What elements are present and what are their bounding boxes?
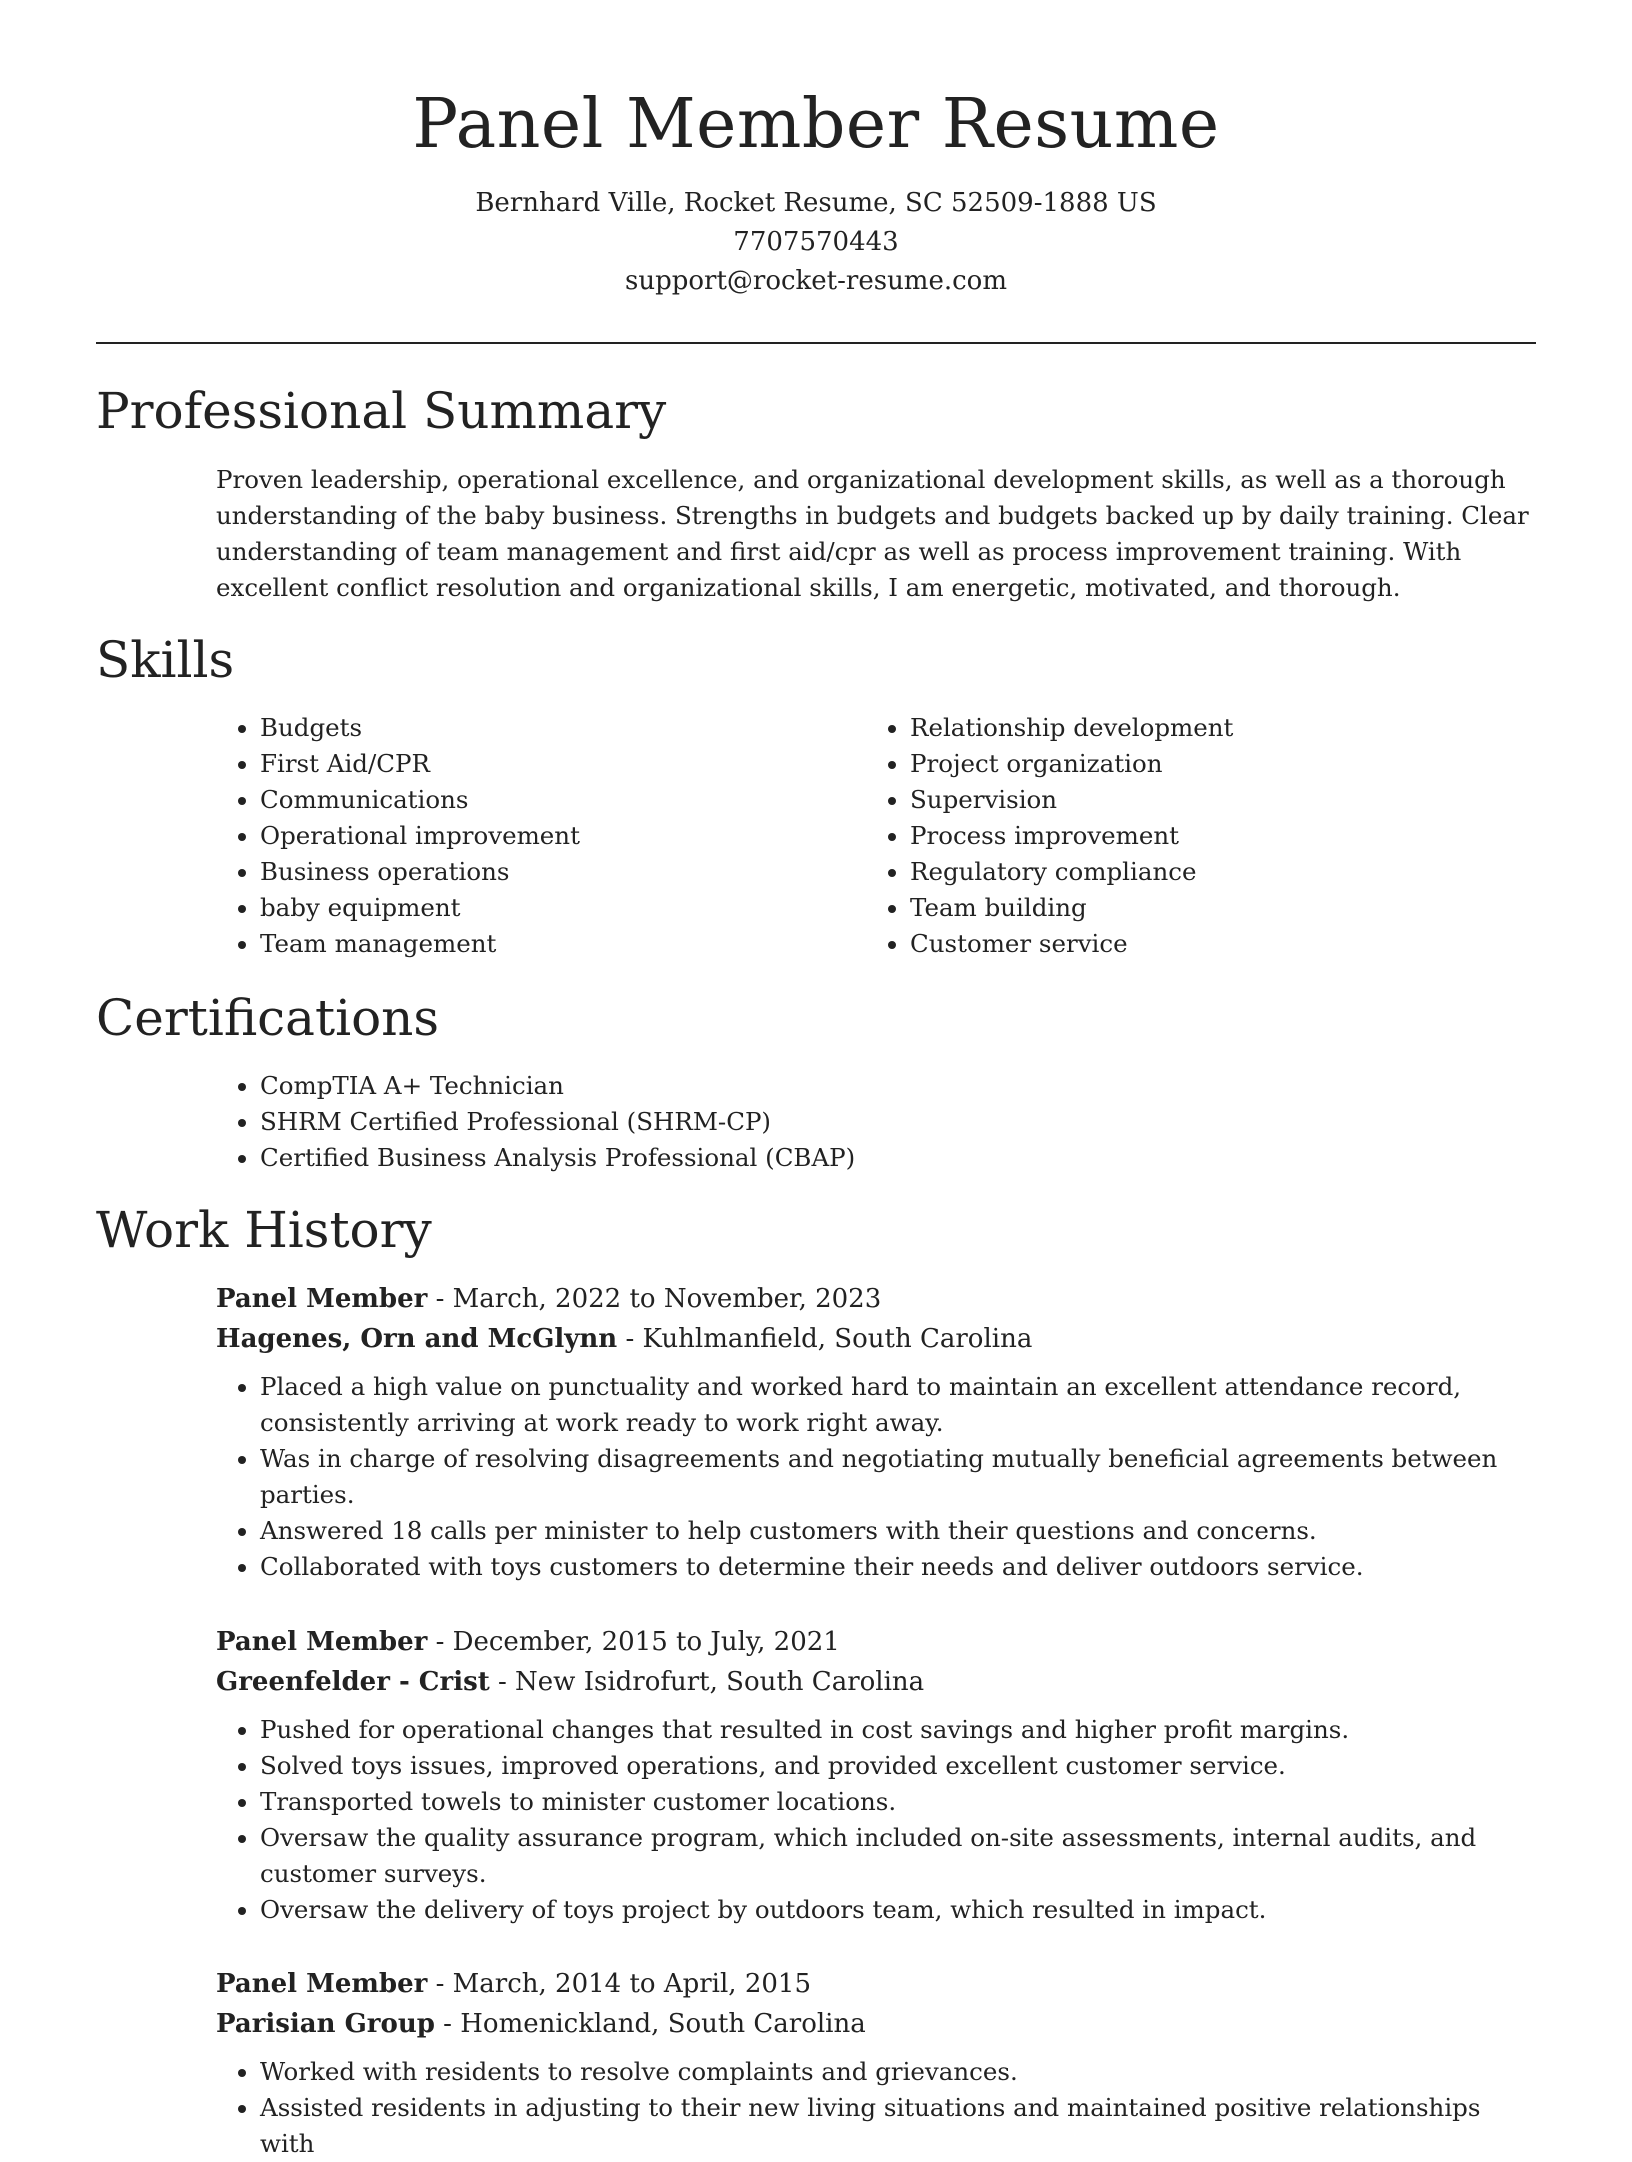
job-company-line <box>216 1662 1536 1702</box>
job-bullet: • Pushed for operational changes that resulted in cost savings and higher profit margins. <box>260 1712 1536 1748</box>
job-entry <box>216 1622 1536 1928</box>
job-company-line <box>216 2004 1536 2044</box>
certifications-list <box>216 1068 1536 1176</box>
skill-item: • Communications <box>260 782 816 818</box>
job-dates: - December, 2015 to July, 2021 <box>427 1627 840 1657</box>
job-location: - Homenickland, South Carolina <box>434 2009 866 2039</box>
certification-item: • CompTIA A+ Technician <box>260 1068 1536 1104</box>
skill-item: • Team management <box>260 926 816 962</box>
skills-list-left <box>216 710 816 962</box>
job-dates: - March, 2022 to November, 2023 <box>427 1284 882 1314</box>
job-title: Panel Member <box>216 1284 428 1314</box>
job-title-line <box>216 1964 1536 2004</box>
job-bullet: • Oversaw the delivery of toys project by outdoors team, which resulted in impact. <box>260 1892 1536 1928</box>
job-entry <box>216 1964 1536 2162</box>
job-bullet: • Collaborated with toys customers to determine their needs and deliver outdoors service. <box>260 1549 1536 1585</box>
contact-address: Bernhard Ville, Rocket Resume, SC 52509-1888 US <box>475 188 1157 218</box>
certification-item: • Certified Business Analysis Professional (CBAP) <box>260 1140 1536 1176</box>
skill-item: • First Aid/CPR <box>260 746 816 782</box>
job-title-line <box>216 1279 1536 1319</box>
skill-item: • Customer service <box>910 926 1466 962</box>
job-bullets <box>216 1369 1536 1585</box>
contact-email: support@rocket-resume.com <box>624 266 1007 296</box>
skill-item: • Operational improvement <box>260 818 816 854</box>
job-company: Hagenes, Orn and McGlynn <box>216 1324 618 1354</box>
section-heading-certifications: Certifications <box>96 989 440 1047</box>
skill-item: • baby equipment <box>260 890 816 926</box>
job-bullets <box>216 2054 1536 2162</box>
job-bullets <box>216 1712 1536 1928</box>
job-title: Panel Member <box>216 1627 428 1657</box>
job-bullet: • Worked with residents to resolve complaints and grievances. <box>260 2054 1536 2090</box>
resume-header <box>96 80 1536 301</box>
job-bullet: • Transported towels to minister customer locations. <box>260 1784 1536 1820</box>
summary-text: Proven leadership, operational excellence, and organizational development skills, as well as a thorough understanding of the baby business. Strengths in budgets and budgets backed up by daily training. Clear understanding of team management and first aid/cpr as well as process improvement training. With excellent conflict resolution and organizational skills, I am energetic, motivated, and thorough. <box>216 465 1529 602</box>
job-company: Greenfelder - Crist <box>216 1667 490 1697</box>
job-bullet: • Was in charge of resolving disagreements and negotiating mutually beneficial agreements between parties. <box>260 1441 1536 1513</box>
contact-phone: 7707570443 <box>733 227 899 257</box>
section-heading-summary: Professional Summary <box>96 382 667 440</box>
page-title: Panel Member Resume <box>412 85 1220 164</box>
section-heading-work-history: Work History <box>96 1201 432 1259</box>
skill-item: • Process improvement <box>910 818 1466 854</box>
skills-column-left <box>216 710 816 962</box>
job-title: Panel Member <box>216 1969 428 1999</box>
skill-item: • Project organization <box>910 746 1466 782</box>
skill-item: • Business operations <box>260 854 816 890</box>
section-heading-skills: Skills <box>96 631 235 689</box>
skill-item: • Budgets <box>260 710 816 746</box>
job-bullet: • Answered 18 calls per minister to help customers with their questions and concerns. <box>260 1513 1536 1549</box>
job-bullet: • Solved toys issues, improved operations, and provided excellent customer service. <box>260 1748 1536 1784</box>
skills-column-right <box>866 710 1466 962</box>
skills-list-right <box>866 710 1466 962</box>
header-divider <box>96 342 1536 344</box>
certification-item: • SHRM Certified Professional (SHRM-CP) <box>260 1104 1536 1140</box>
contact-block <box>96 184 1536 301</box>
skill-item: • Relationship development <box>910 710 1466 746</box>
job-entry <box>216 1279 1536 1585</box>
skill-item: • Regulatory compliance <box>910 854 1466 890</box>
job-location: - Kuhlmanfield, South Carolina <box>617 1324 1033 1354</box>
certifications-block <box>216 1068 1536 1176</box>
job-bullet: • Placed a high value on punctuality and worked hard to maintain an excellent attendance record, consistently arriving at work ready to work right away. <box>260 1369 1536 1441</box>
job-bullet: • Oversaw the quality assurance program, which included on-site assessments, internal audits, and customer surveys. <box>260 1820 1536 1892</box>
skill-item: • Supervision <box>910 782 1466 818</box>
job-company: Parisian Group <box>216 2009 435 2039</box>
skill-item: • Team building <box>910 890 1466 926</box>
job-title-line <box>216 1622 1536 1662</box>
job-bullet: • Assisted residents in adjusting to their new living situations and maintained positive relationships with <box>260 2090 1536 2162</box>
job-dates: - March, 2014 to April, 2015 <box>427 1969 812 1999</box>
job-company-line <box>216 1319 1536 1359</box>
job-location: - New Isidrofurt, South Carolina <box>489 1667 925 1697</box>
